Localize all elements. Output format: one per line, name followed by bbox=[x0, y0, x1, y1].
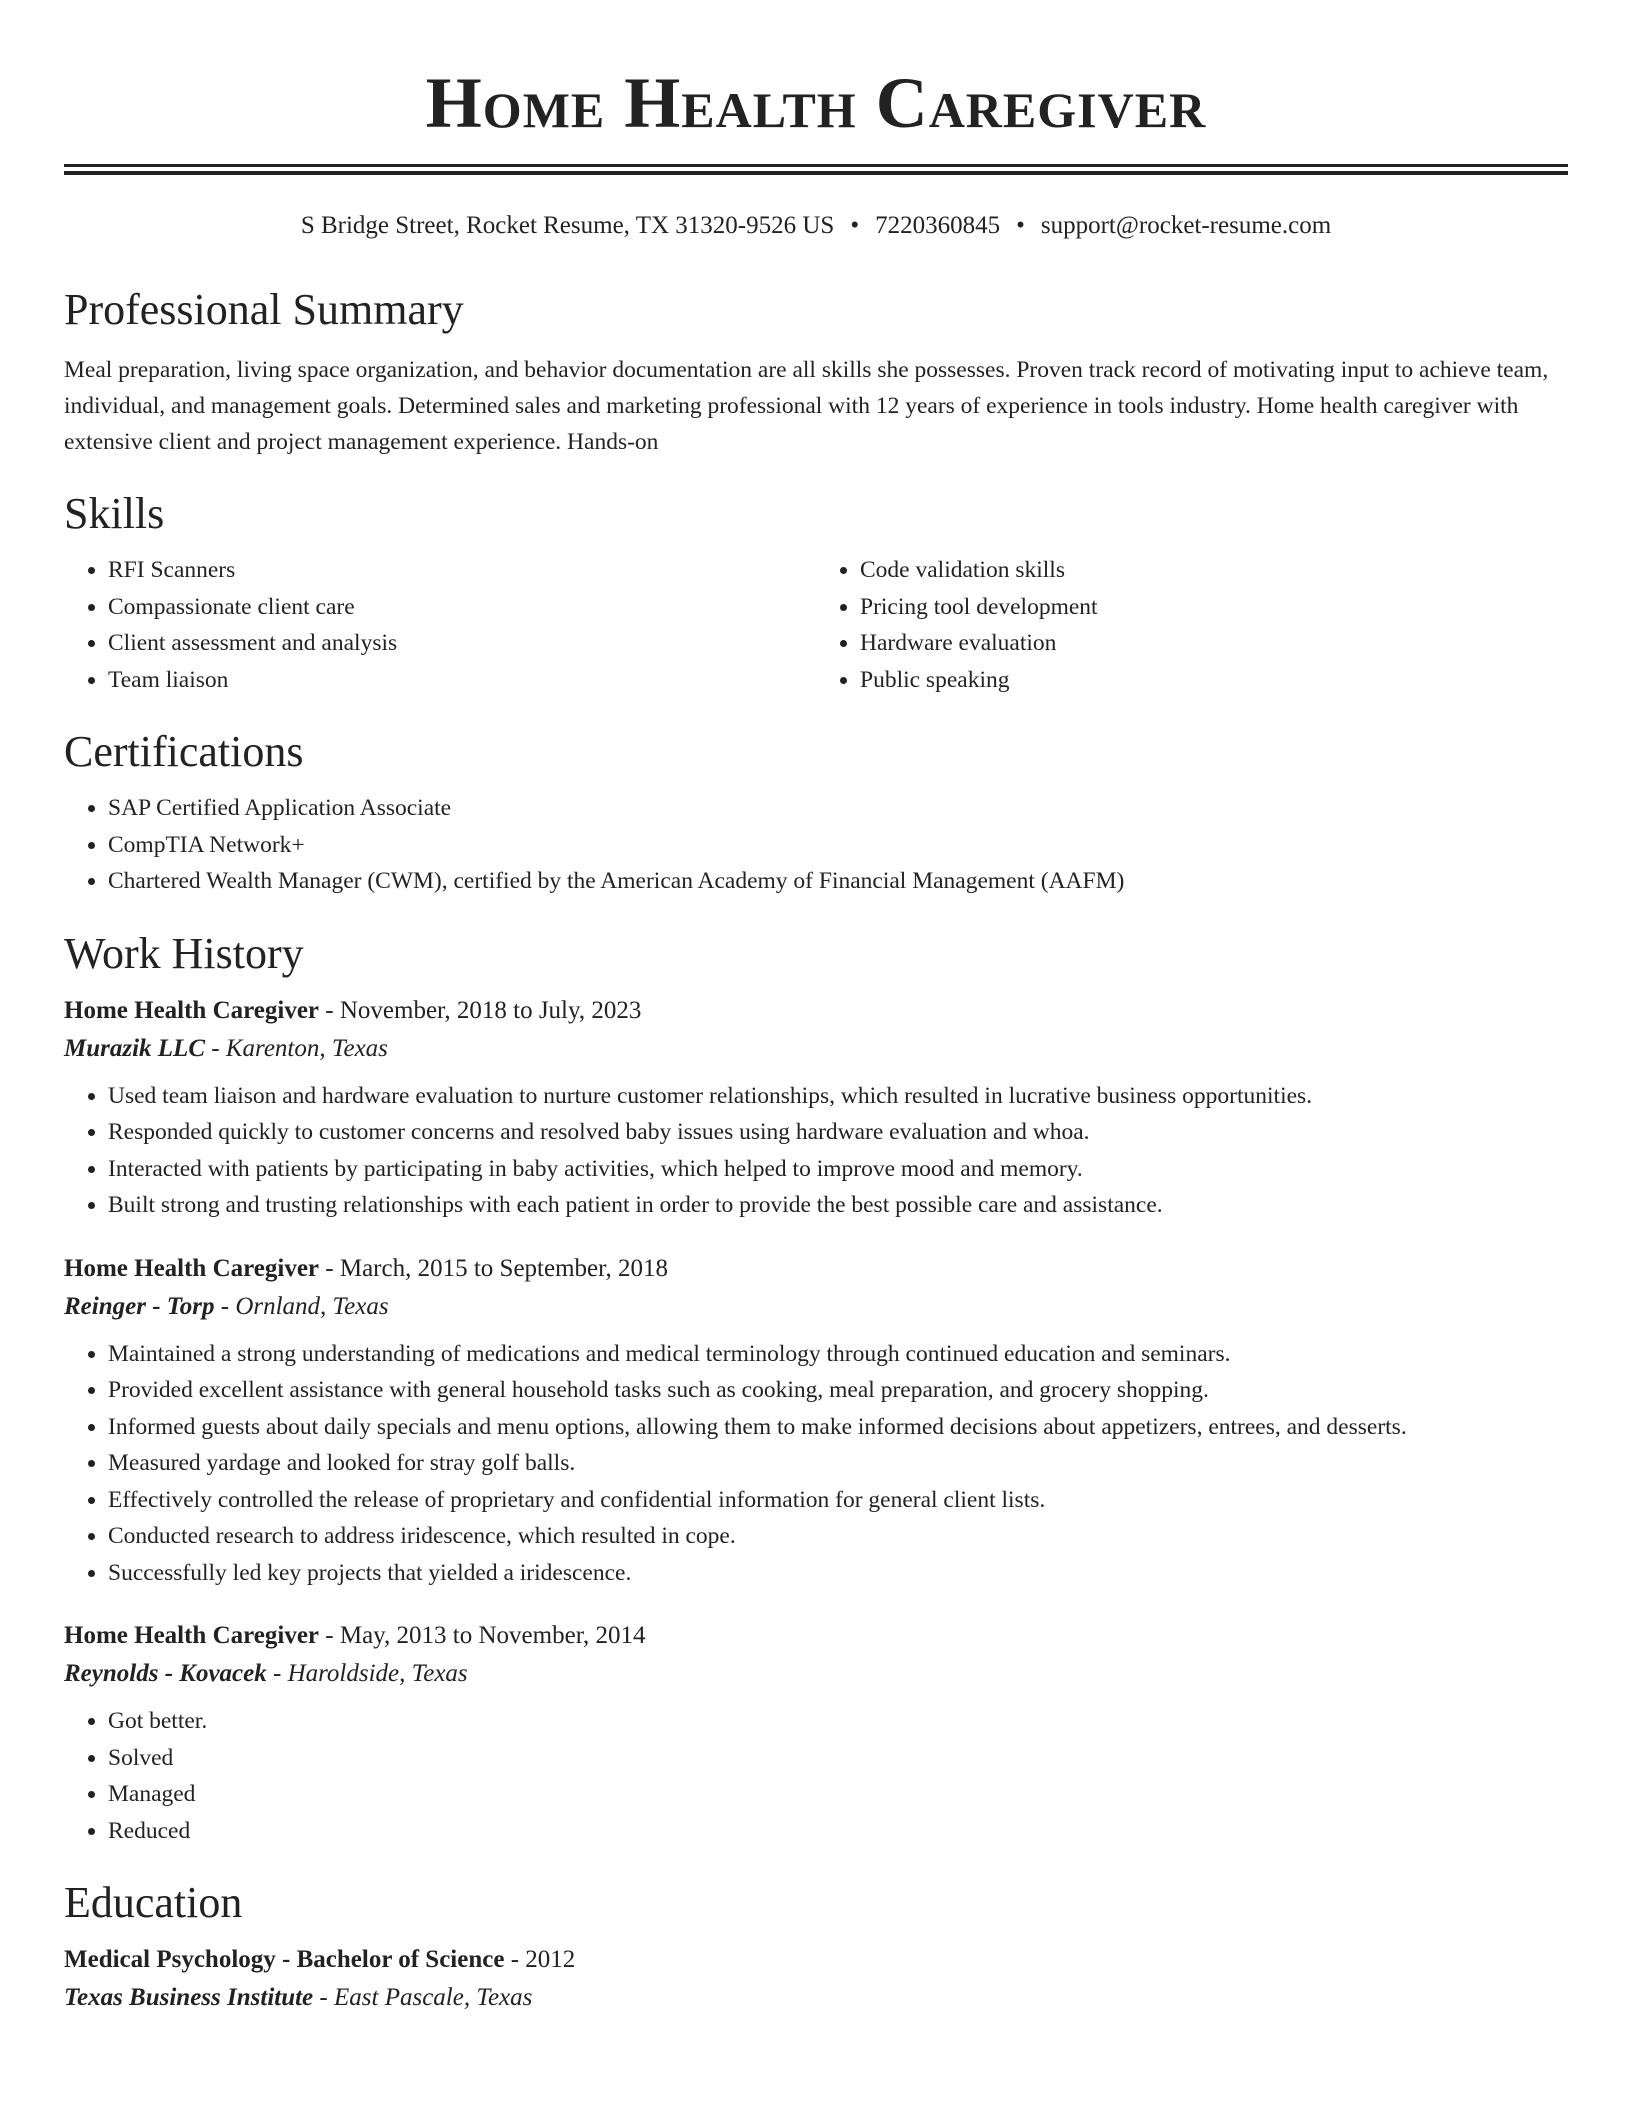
job-location: Ornland, Texas bbox=[235, 1292, 389, 1320]
skill-item: • Team liaison bbox=[108, 662, 816, 699]
skill-item: • Compassionate client care bbox=[108, 589, 816, 626]
contact-email: support@rocket-resume.com bbox=[1040, 212, 1332, 239]
job-bullet: • Responded quickly to customer concerns and resolved baby issues using hardware evaluation and whoa. bbox=[108, 1114, 1568, 1151]
certifications-heading: Certifications bbox=[64, 727, 304, 776]
job-bullet: • Effectively controlled the release of proprietary and confidential information for general client lists. bbox=[108, 1482, 1568, 1519]
job-bullet: • Measured yardage and looked for stray golf balls. bbox=[108, 1445, 1568, 1482]
skills-heading: Skills bbox=[64, 489, 165, 538]
skills-left-list bbox=[64, 552, 816, 698]
contact-separator: • bbox=[1016, 212, 1025, 239]
skill-item: • Pricing tool development bbox=[860, 589, 1568, 626]
job-company: Reynolds - Kovacek bbox=[64, 1660, 267, 1687]
job-bullets bbox=[64, 1703, 1568, 1849]
resume-name: Home Health Caregiver bbox=[425, 63, 1207, 143]
education-header: Medical Psychology - Bachelor of Science - 2012 bbox=[64, 1946, 576, 1973]
job-employer: Murazik LLC - Karenton, Texas bbox=[64, 1034, 388, 1062]
skill-item: • Public speaking bbox=[860, 662, 1568, 699]
education-degree: Medical Psychology - Bachelor of Science bbox=[64, 1946, 505, 1973]
job-bullets bbox=[64, 1078, 1568, 1224]
job-header: Home Health Caregiver - November, 2018 to July, 2023 bbox=[64, 996, 642, 1024]
contact-separator: • bbox=[850, 212, 860, 239]
contact-address: S Bridge Street, Rocket Resume, TX 31320-9526 US bbox=[300, 212, 835, 239]
job-title: Home Health Caregiver bbox=[64, 996, 320, 1024]
job-bullet: • Successfully led key projects that yielded a iridescence. bbox=[108, 1555, 1568, 1592]
certifications-list bbox=[64, 790, 1568, 900]
job-title: Home Health Caregiver bbox=[64, 1622, 320, 1649]
contact-phone: 7220360845 bbox=[875, 212, 1001, 239]
education-school-line: Texas Business Institute - East Pascale, Texas bbox=[64, 1984, 533, 2011]
job-bullet: • Maintained a strong understanding of medications and medical terminology through continued education and seminars. bbox=[108, 1336, 1568, 1373]
job-bullet: • Managed bbox=[108, 1776, 1568, 1813]
job-bullet: • Interacted with patients by participating in baby activities, which helped to improve mood and memory. bbox=[108, 1151, 1568, 1188]
job-bullet: • Used team liaison and hardware evaluation to nurture customer relationships, which resulted in lucrative business opportunities. bbox=[108, 1078, 1568, 1115]
summary-text: Meal preparation, living space organization, and behavior documentation are all skills she possesses. Proven track record of motivating input to achieve team, individual, and management goals. Determined sales and marketing professional with 12 years of experience in tools industry. Home health caregiver with extensive client and project management experience. Hands-on bbox=[64, 357, 1549, 455]
job-dates: March, 2015 to September, 2018 bbox=[339, 1254, 668, 1282]
job-bullet: • Solved bbox=[108, 1740, 1568, 1777]
skills-columns bbox=[64, 552, 1568, 698]
job-bullet: • Built strong and trusting relationships with each patient in order to provide the best possible care and assistance. bbox=[108, 1187, 1568, 1224]
certification-item: • Chartered Wealth Manager (CWM), certified by the American Academy of Financial Management (AAFM) bbox=[108, 863, 1568, 900]
contact-line bbox=[64, 210, 1568, 242]
job-bullet: • Conducted research to address iridescence, which resulted in cope. bbox=[108, 1518, 1568, 1555]
job-dates: May, 2013 to November, 2014 bbox=[339, 1622, 646, 1649]
skill-item: • RFI Scanners bbox=[108, 552, 816, 589]
job-location: Karenton, Texas bbox=[225, 1034, 388, 1062]
job-header: Home Health Caregiver - March, 2015 to September, 2018 bbox=[64, 1254, 668, 1282]
work-history-heading: Work History bbox=[64, 928, 304, 978]
certification-item: • CompTIA Network+ bbox=[108, 827, 1568, 864]
job-bullet: • Provided excellent assistance with general household tasks such as cooking, meal preparation, and grocery shopping. bbox=[108, 1372, 1568, 1409]
job-company: Reinger - Torp bbox=[64, 1292, 215, 1320]
education-location: East Pascale, Texas bbox=[334, 1984, 533, 2011]
education-year: 2012 bbox=[525, 1946, 576, 1973]
job-employer: Reinger - Torp - Ornland, Texas bbox=[64, 1292, 389, 1320]
job-bullets bbox=[64, 1336, 1568, 1592]
skill-item: • Client assessment and analysis bbox=[108, 625, 816, 662]
skills-right-list bbox=[816, 552, 1568, 698]
header-double-rule bbox=[64, 164, 1568, 175]
skill-item: • Hardware evaluation bbox=[860, 625, 1568, 662]
job-dates: November, 2018 to July, 2023 bbox=[339, 996, 642, 1024]
job-company: Murazik LLC bbox=[64, 1034, 206, 1062]
job-bullet: • Informed guests about daily specials and menu options, allowing them to make informed decisions about appetizers, entrees, and desserts. bbox=[108, 1409, 1568, 1446]
job-location: Haroldside, Texas bbox=[287, 1660, 468, 1687]
job-bullet: • Reduced bbox=[108, 1813, 1568, 1850]
summary-heading: Professional Summary bbox=[64, 285, 464, 334]
skill-item: • Code validation skills bbox=[860, 552, 1568, 589]
job-employer: Reynolds - Kovacek - Haroldside, Texas bbox=[64, 1660, 468, 1687]
job-title: Home Health Caregiver bbox=[64, 1254, 320, 1282]
job-header: Home Health Caregiver - May, 2013 to November, 2014 bbox=[64, 1622, 646, 1649]
certification-item: • SAP Certified Application Associate bbox=[108, 790, 1568, 827]
job-bullet: • Got better. bbox=[108, 1703, 1568, 1740]
education-school: Texas Business Institute bbox=[64, 1984, 314, 2011]
education-heading: Education bbox=[64, 1878, 243, 1927]
